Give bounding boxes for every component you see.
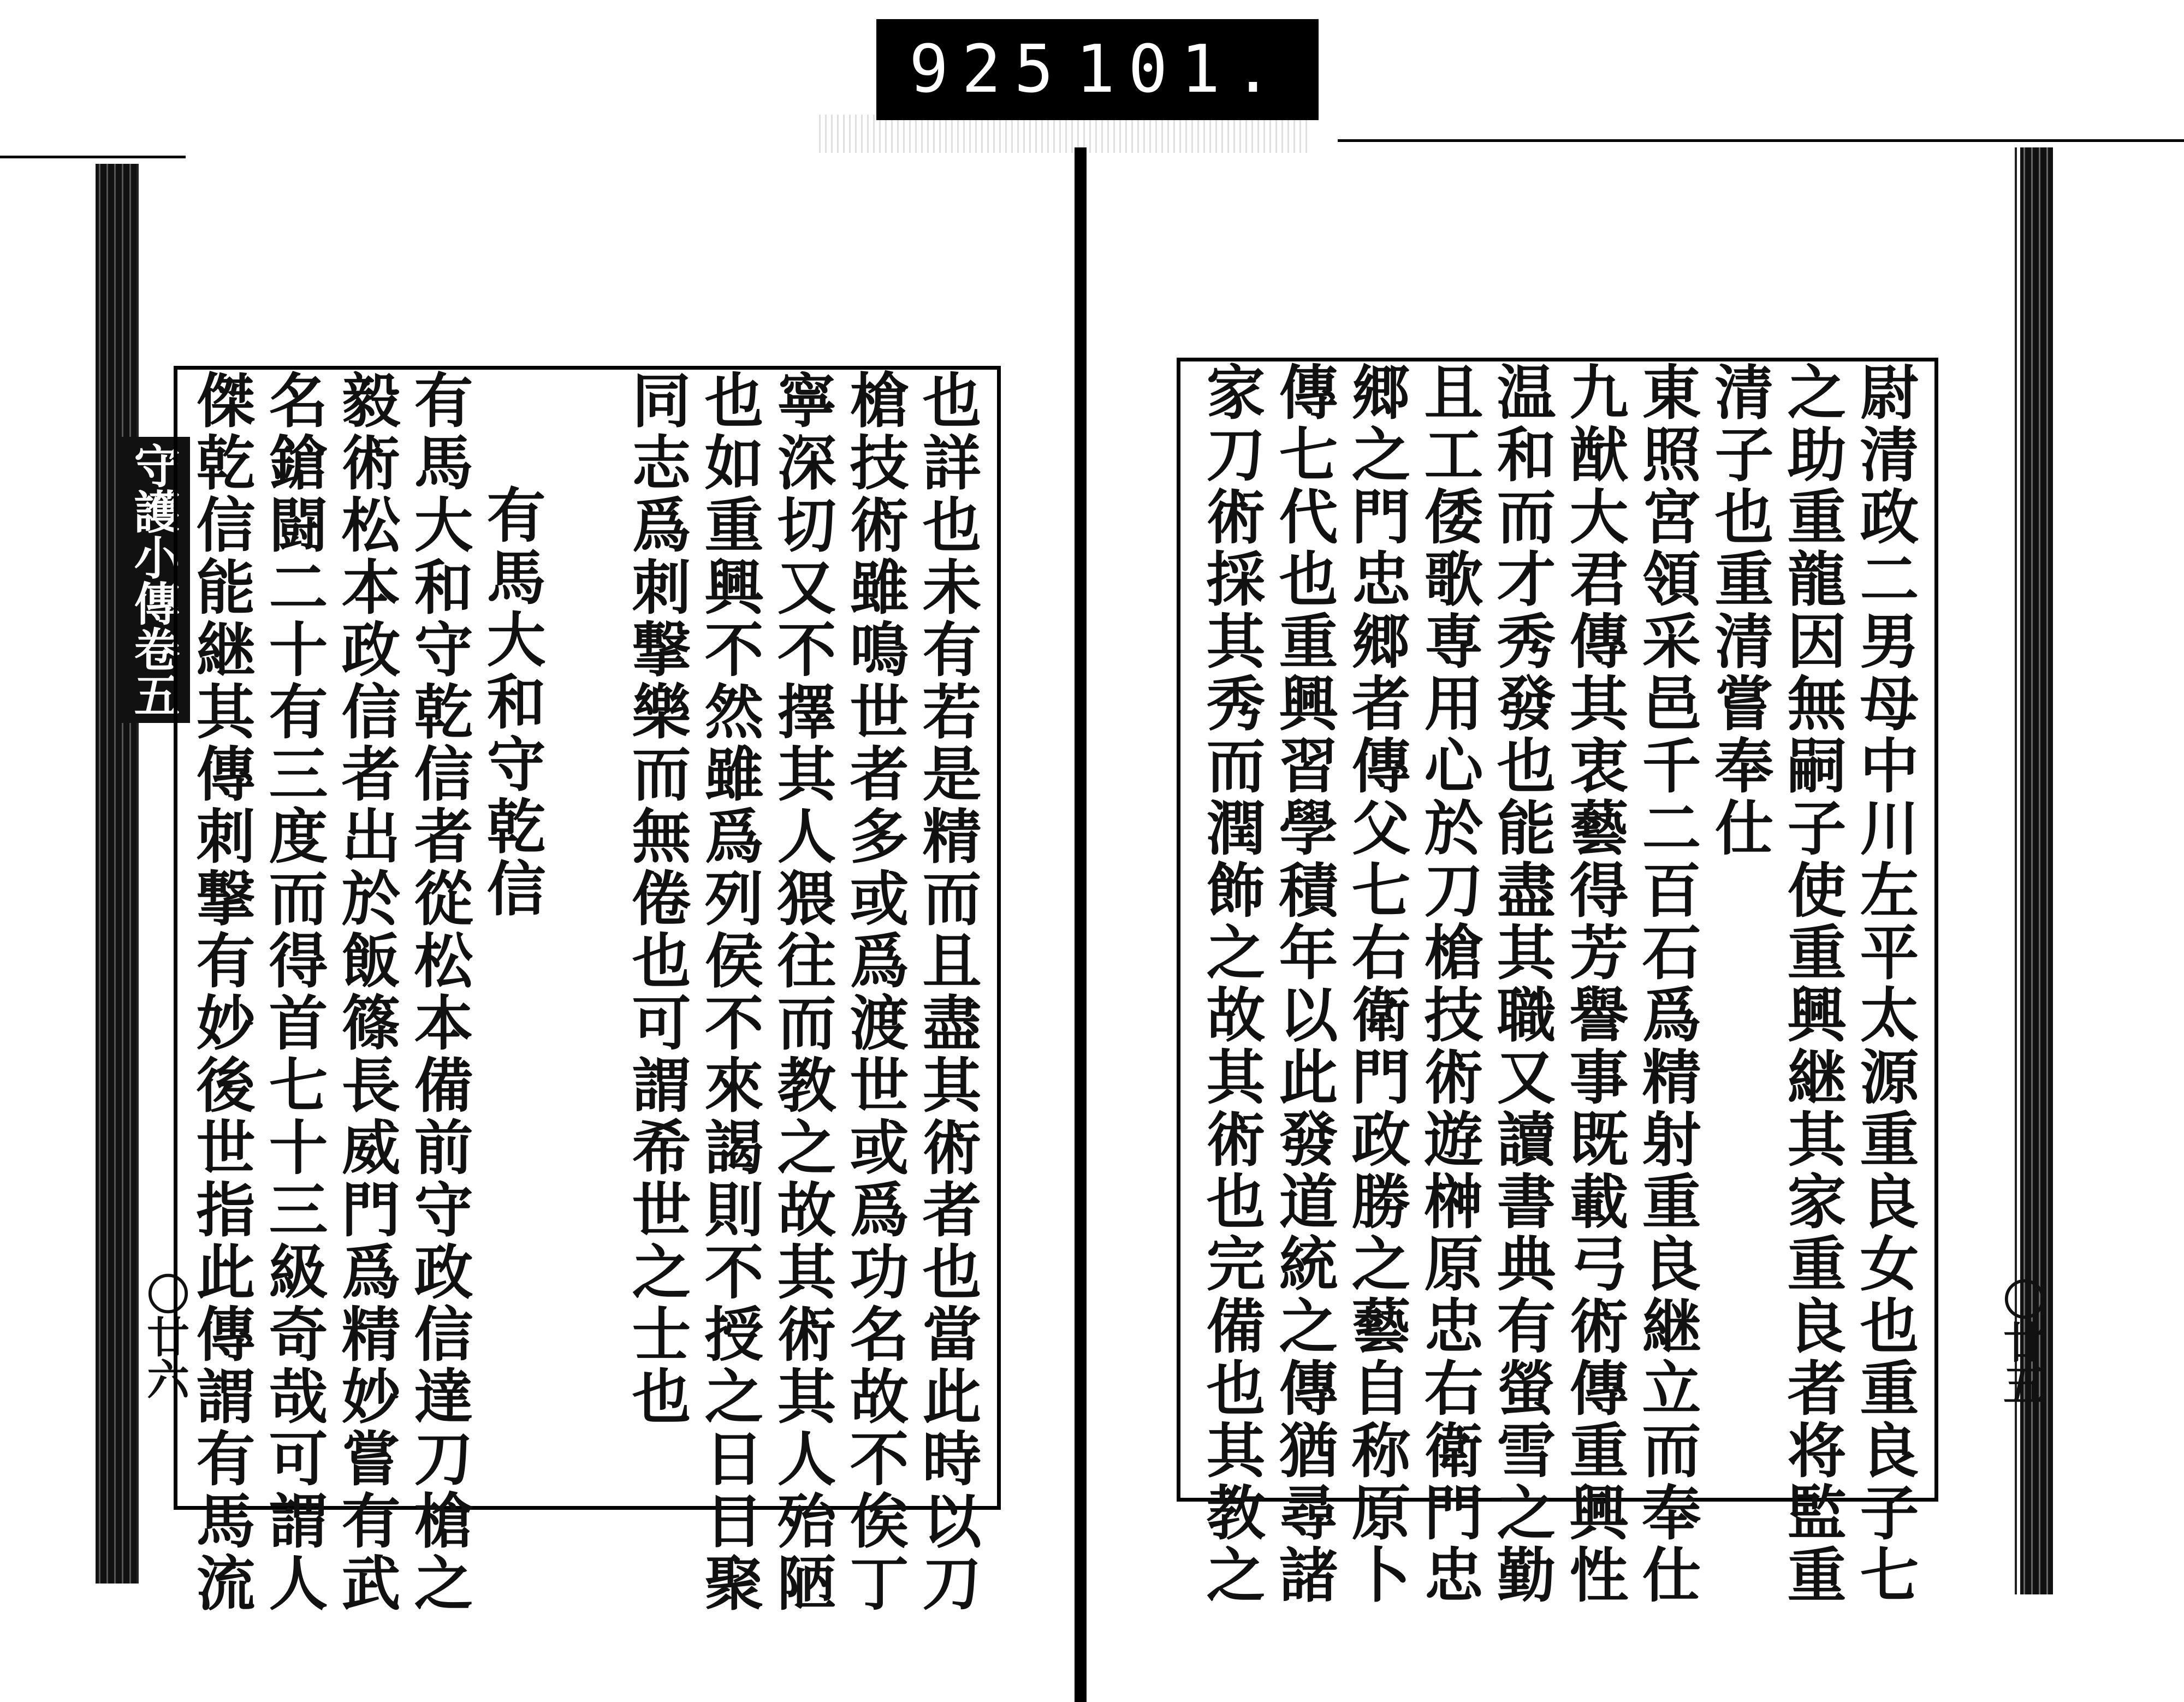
- text-column: 毅術松本政信者出於飯篠長威門爲精妙嘗有武: [331, 370, 400, 1615]
- text-column: 尉清政二男母中川左平太源重良女也重良子七: [1850, 361, 1919, 1606]
- text-column: 清子也重清嘗奉仕: [1705, 361, 1773, 859]
- book-edge-left: [96, 164, 136, 1584]
- catalog-label-plate: [876, 19, 1319, 120]
- text-column: 家刀術採其秀而潤飾之故其術也完備也其教之: [1196, 361, 1265, 1606]
- right-page-text-frame: [1177, 358, 1938, 1606]
- text-column: 有馬大和守乾信者從松本備前守政信達刀槍之: [404, 370, 473, 1615]
- catalog-number-left: 925: [909, 32, 1067, 108]
- right-folio-number: 〇廿五: [1996, 1278, 2046, 1406]
- text-column: 也詳也未有若是精而且盡其術者也當此時以刀: [912, 370, 981, 1615]
- left-margin-title: 守護小傳卷五: [117, 437, 190, 723]
- text-column: 郷之門忠郷者傳父七右衛門政勝之藝自称原卜: [1342, 361, 1410, 1606]
- text-column: 寧深切又不擇其人猥往而教之故其術其人殆陋: [767, 370, 836, 1615]
- text-column: 傳七代也重興習學積年以此發道統之傳猶尋諸: [1269, 361, 1338, 1606]
- text-column: 東照宮領采邑千二百石爲精射重良継立而奉仕: [1632, 361, 1701, 1606]
- left-folio-number: 〇廿六: [140, 1272, 189, 1400]
- scan-noise: [819, 115, 1310, 153]
- scan-edge-line-right: [1338, 139, 2184, 142]
- text-column: 也如重興不然雖爲列侯不來謁則不授之日日聚: [695, 370, 763, 1615]
- catalog-number-right: 101.: [1076, 32, 1286, 108]
- scan-edge-line-left: [0, 156, 186, 158]
- book-spine: [1075, 147, 1087, 1702]
- section-heading: 有馬大和守乾信: [477, 484, 545, 920]
- text-column: 且工倭歌専用心於刀槍技術遊榊原忠右衛門忠: [1414, 361, 1483, 1606]
- text-column: 九猷大君傳其衷藝得芳譽事既載弓術傳重興性: [1559, 361, 1628, 1606]
- text-column: 之助重龍因無嗣子使重興継其家重良者将監重: [1777, 361, 1846, 1606]
- text-column: 同志爲刺撃樂而無倦也可謂希世之士也: [622, 370, 691, 1428]
- text-column: 傑乾信能継其傳刺撃有妙後世指此傳謂有馬流: [186, 370, 255, 1615]
- text-column: 温和而才秀發也能盡其職又讀書典有螢雪之勤: [1487, 361, 1556, 1606]
- left-page-text-frame: [174, 366, 1001, 1615]
- text-column: 槍技術雖鳴世者多或爲渡世或爲功名故不俟丁: [840, 370, 909, 1615]
- text-column: 名鎗闘二十有三度而得首七十三級奇哉可謂人: [259, 370, 328, 1615]
